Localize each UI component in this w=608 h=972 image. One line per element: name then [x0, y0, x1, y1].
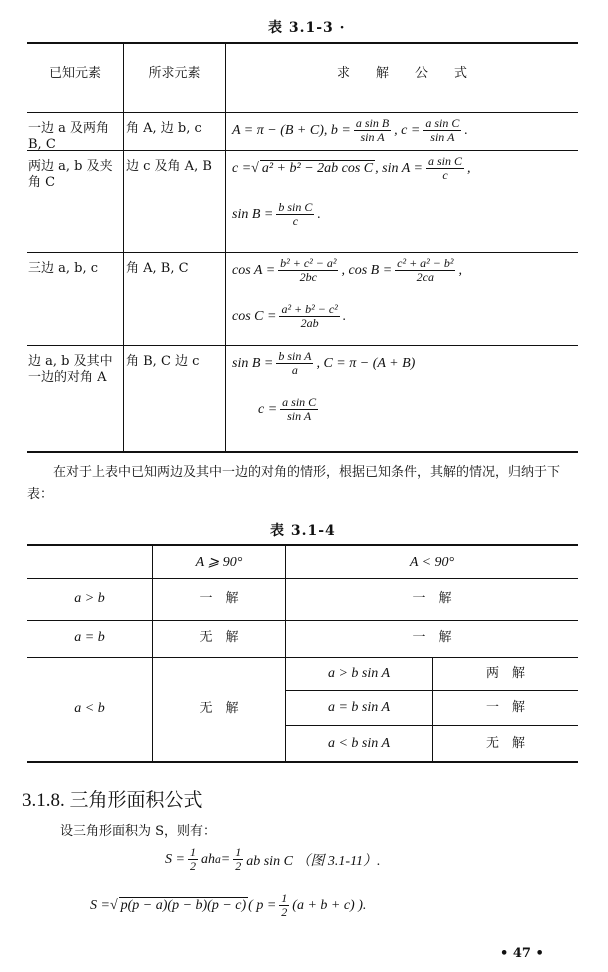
known-elements-cell: 一边 a 及两角 B, C [28, 121, 110, 152]
section-intro: 设三角形面积为 S，则有： [60, 824, 217, 839]
sought-elements-cell: 角 A, B, C [126, 261, 189, 276]
section-heading: 3.1.8. 三角形面积公式 [22, 790, 203, 811]
cond-cell: a < b [74, 701, 105, 716]
sought-elements-cell: 角 A, 边 b, c [126, 121, 202, 136]
fraction [233, 846, 243, 873]
denominator: a [291, 363, 298, 377]
known-elements-cell: 边 a, b 及其中一边的对角 A [28, 354, 113, 385]
denominator: sin A [360, 130, 385, 144]
formula [232, 350, 415, 377]
table1-header: 所求元素 [148, 66, 201, 81]
table1-bottom-rule [27, 451, 578, 453]
math-text: . [342, 308, 347, 324]
result-cell: 无 解 [199, 701, 239, 716]
table2-row-divider [285, 690, 578, 691]
math-text: cos A = [232, 262, 276, 278]
fraction [278, 257, 338, 284]
fraction [188, 846, 198, 873]
formula [232, 117, 468, 144]
numerator: a sin C [425, 116, 460, 130]
numerator: c² + a² − b² [397, 256, 454, 270]
table2-top-rule [27, 544, 578, 546]
subcond-cell: a > b sin A [327, 666, 391, 681]
square-root [251, 161, 375, 177]
known-elements-cell: 两边 a, b 及夹角 C [28, 159, 113, 190]
radical-sign: √ [109, 897, 118, 913]
fraction [276, 350, 313, 377]
known-elements-cell: 三边 a, b, c [28, 261, 99, 276]
math-text: ah [200, 851, 215, 867]
area-formula-2-heron [90, 892, 366, 919]
math-text: . [464, 122, 468, 138]
denominator: sin A [287, 409, 312, 423]
header-A-ge-90: A ⩾ 90° [195, 555, 243, 570]
table2-row-divider [27, 578, 578, 579]
cond-cell: a > b [74, 591, 105, 606]
square-root [110, 898, 248, 914]
math-text: A = π − (B + C), b = [232, 122, 351, 138]
numerator: a sin C [282, 395, 317, 409]
math-text: cos C = [232, 308, 277, 324]
sought-elements-cell: 角 B, C 边 c [126, 354, 200, 369]
table1-row-divider [27, 252, 578, 253]
table1-top-rule [27, 42, 578, 44]
denominator: 2ca [416, 270, 434, 284]
table2-bottom-rule [27, 761, 578, 763]
radical-sign: √ [251, 160, 259, 176]
table1-col-divider [123, 44, 124, 451]
denominator: sin A [430, 130, 455, 144]
math-text: sin B = [232, 355, 274, 371]
sought-elements-cell: 边 c 及角 A, B [126, 159, 212, 174]
fraction [279, 892, 289, 919]
result-cell: 一 解 [485, 700, 525, 715]
math-text: sin B = [232, 206, 274, 222]
result-cell: 两 解 [485, 666, 525, 681]
math-text: c = [258, 401, 278, 417]
table1-header: 求 解 公 式 [336, 66, 467, 81]
denominator: 2bc [299, 270, 317, 284]
numerator: 1 [281, 891, 288, 905]
math-text: ab sin C （图 3.1-11）. [246, 853, 381, 869]
result-cell: 无 解 [485, 736, 525, 751]
result-cell: 一 解 [412, 630, 452, 645]
math-text: , cos B = [341, 262, 393, 278]
body-paragraph: 在对于上表中已知两边及其中一边的对角的情形，根据已知条件，其解的情况，归纳于下表： [27, 465, 561, 502]
fraction [354, 117, 391, 144]
table2-row-divider [285, 725, 578, 726]
denominator: c [292, 214, 299, 228]
denominator: 2ab [300, 316, 319, 330]
page-number: • 47 • [500, 946, 544, 961]
radicand: a² + b² − 2ab cos C [261, 160, 374, 176]
header-A-lt-90: A < 90° [409, 555, 455, 570]
math-text: = [220, 851, 231, 867]
formula [232, 201, 321, 228]
math-text: ( p = [248, 897, 277, 913]
numerator: a sin B [355, 116, 390, 130]
fraction [280, 396, 318, 423]
fraction [276, 201, 314, 228]
fraction [423, 117, 461, 144]
fraction [426, 155, 464, 182]
denominator: c [442, 168, 448, 182]
math-text: , [458, 262, 462, 278]
formula [258, 396, 321, 423]
table2-title: 表 3.1-4 [270, 523, 336, 539]
math-text: , C = π − (A + B) [316, 355, 416, 371]
table2-row-divider [27, 657, 578, 658]
numerator: 1 [189, 845, 196, 859]
denominator: 2 [189, 859, 196, 873]
fraction [279, 303, 339, 330]
fraction [395, 257, 455, 284]
table1-row-divider [27, 345, 578, 346]
numerator: a² + b² − c² [281, 302, 338, 316]
result-cell: 一 解 [199, 591, 239, 606]
subcond-cell: a < b sin A [327, 736, 391, 751]
table1-col-divider [225, 44, 226, 451]
cond-cell: a = b [74, 630, 105, 645]
result-cell: 无 解 [199, 630, 239, 645]
formula [232, 257, 462, 284]
radicand: p(p − a)(p − b)(p − c) [120, 897, 247, 913]
numerator: b sin C [278, 200, 313, 214]
math-text: (a + b + c) ). [292, 897, 367, 913]
numerator: a sin C [428, 154, 463, 168]
numerator: b sin A [278, 349, 312, 363]
math-text: c = [232, 160, 252, 176]
numerator: b² + c² − a² [280, 256, 337, 270]
math-text: , sin A = [375, 160, 423, 176]
table1-title: 表 3.1-3 · [268, 20, 346, 36]
math-text: , [467, 160, 471, 176]
math-text: . [317, 206, 321, 222]
math-text: S = [90, 897, 110, 913]
result-cell: 一 解 [412, 591, 452, 606]
subscript: a [214, 853, 221, 866]
table1-header: 已知元素 [48, 66, 101, 81]
table1-row-divider [27, 112, 578, 113]
math-text: , c = [394, 122, 421, 138]
table2-row-divider [27, 620, 578, 621]
math-text: S = [165, 851, 185, 867]
numerator: 1 [235, 845, 242, 859]
denominator: 2 [235, 859, 242, 873]
formula [232, 155, 471, 182]
subcond-cell: a = b sin A [327, 700, 391, 715]
area-formula-1 [165, 846, 381, 873]
denominator: 2 [281, 905, 288, 919]
formula [232, 303, 346, 330]
